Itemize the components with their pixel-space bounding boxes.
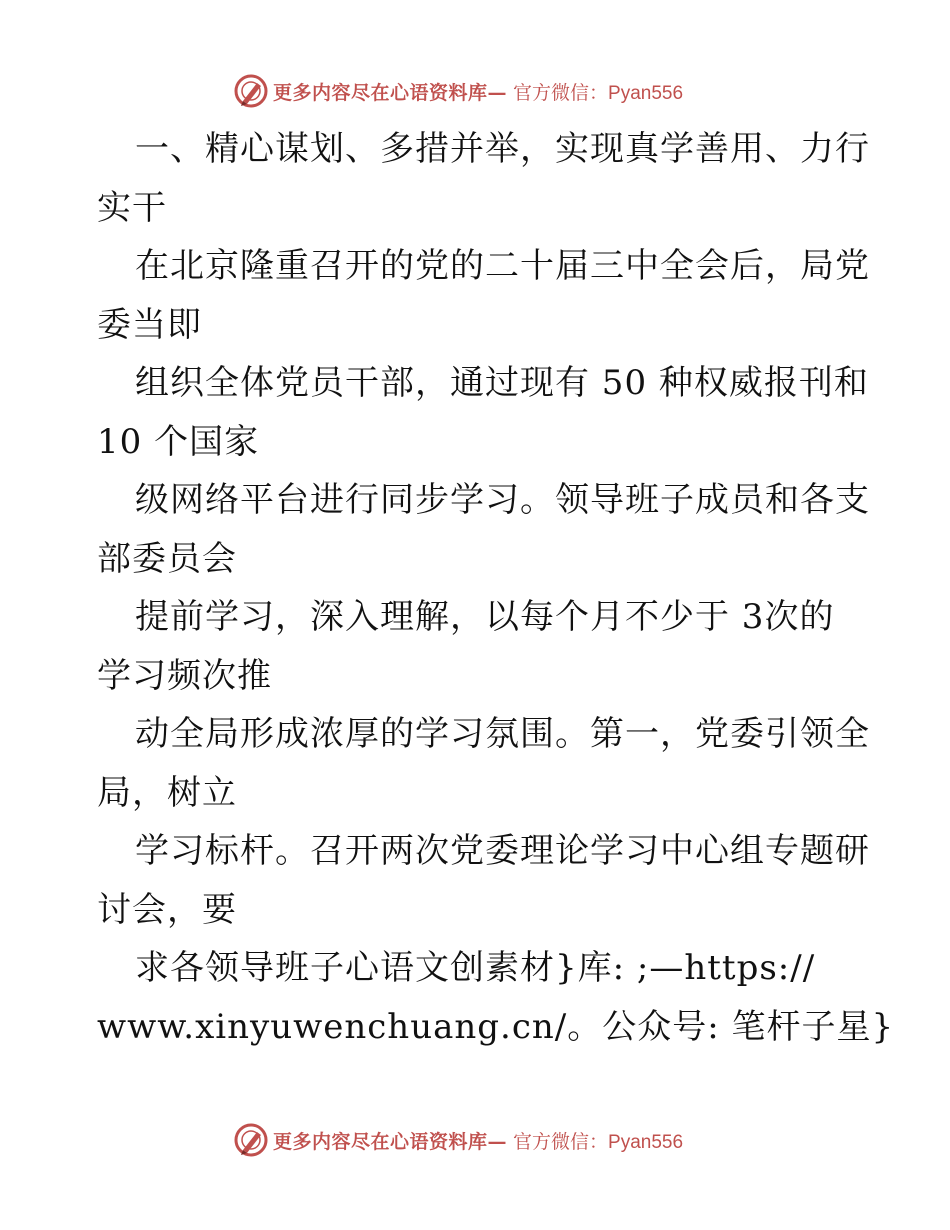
body-text	[97, 120, 895, 1056]
footer-banner-text: 更多内容尽在心语资料库—	[273, 1130, 508, 1153]
pen-logo-icon	[233, 1122, 269, 1158]
footer-banner	[233, 1121, 683, 1159]
text-line: 在北京隆重召开的党的二十届三中全会后，局党	[135, 246, 870, 286]
text-line: 学习标杆。召开两次党委理论学习中心组专题研	[135, 831, 870, 871]
text-line: 动全局形成浓厚的学习氛围。第一，党委引领全	[135, 714, 870, 754]
header-banner-contact: 官方微信：Pyan556	[513, 82, 684, 104]
text-line: 局，树立	[97, 772, 237, 813]
text-line: 一、精心谋划、多措并举，实现真学善用、力行	[135, 129, 870, 169]
text-line: 求各领导班子心语文创素材}库: ;—https://	[135, 948, 816, 988]
text-line: 学习频次推	[97, 655, 272, 696]
header-banner	[233, 72, 683, 110]
footer-banner-contact: 官方微信：Pyan556	[513, 1131, 684, 1153]
text-line: 部委员会	[97, 538, 237, 579]
header-banner-text: 更多内容尽在心语资料库—	[273, 81, 508, 104]
text-line: 提前学习，深入理解，以每个月不少于 3次的	[135, 597, 835, 637]
text-line: 10 个国家	[97, 421, 260, 462]
text-line: 实干	[97, 187, 167, 228]
text-line: 讨会，要	[97, 889, 237, 930]
text-line: 级网络平台进行同步学习。领导班子成员和各支	[135, 480, 870, 520]
pen-logo-icon	[233, 73, 269, 109]
text-line: www.xinyuwenchuang.cn/。公众号: 笔杆子星}	[97, 1006, 895, 1047]
text-line: 委当即	[97, 304, 202, 345]
text-line: 组织全体党员干部，通过现有 50 种权威报刊和	[135, 363, 869, 403]
